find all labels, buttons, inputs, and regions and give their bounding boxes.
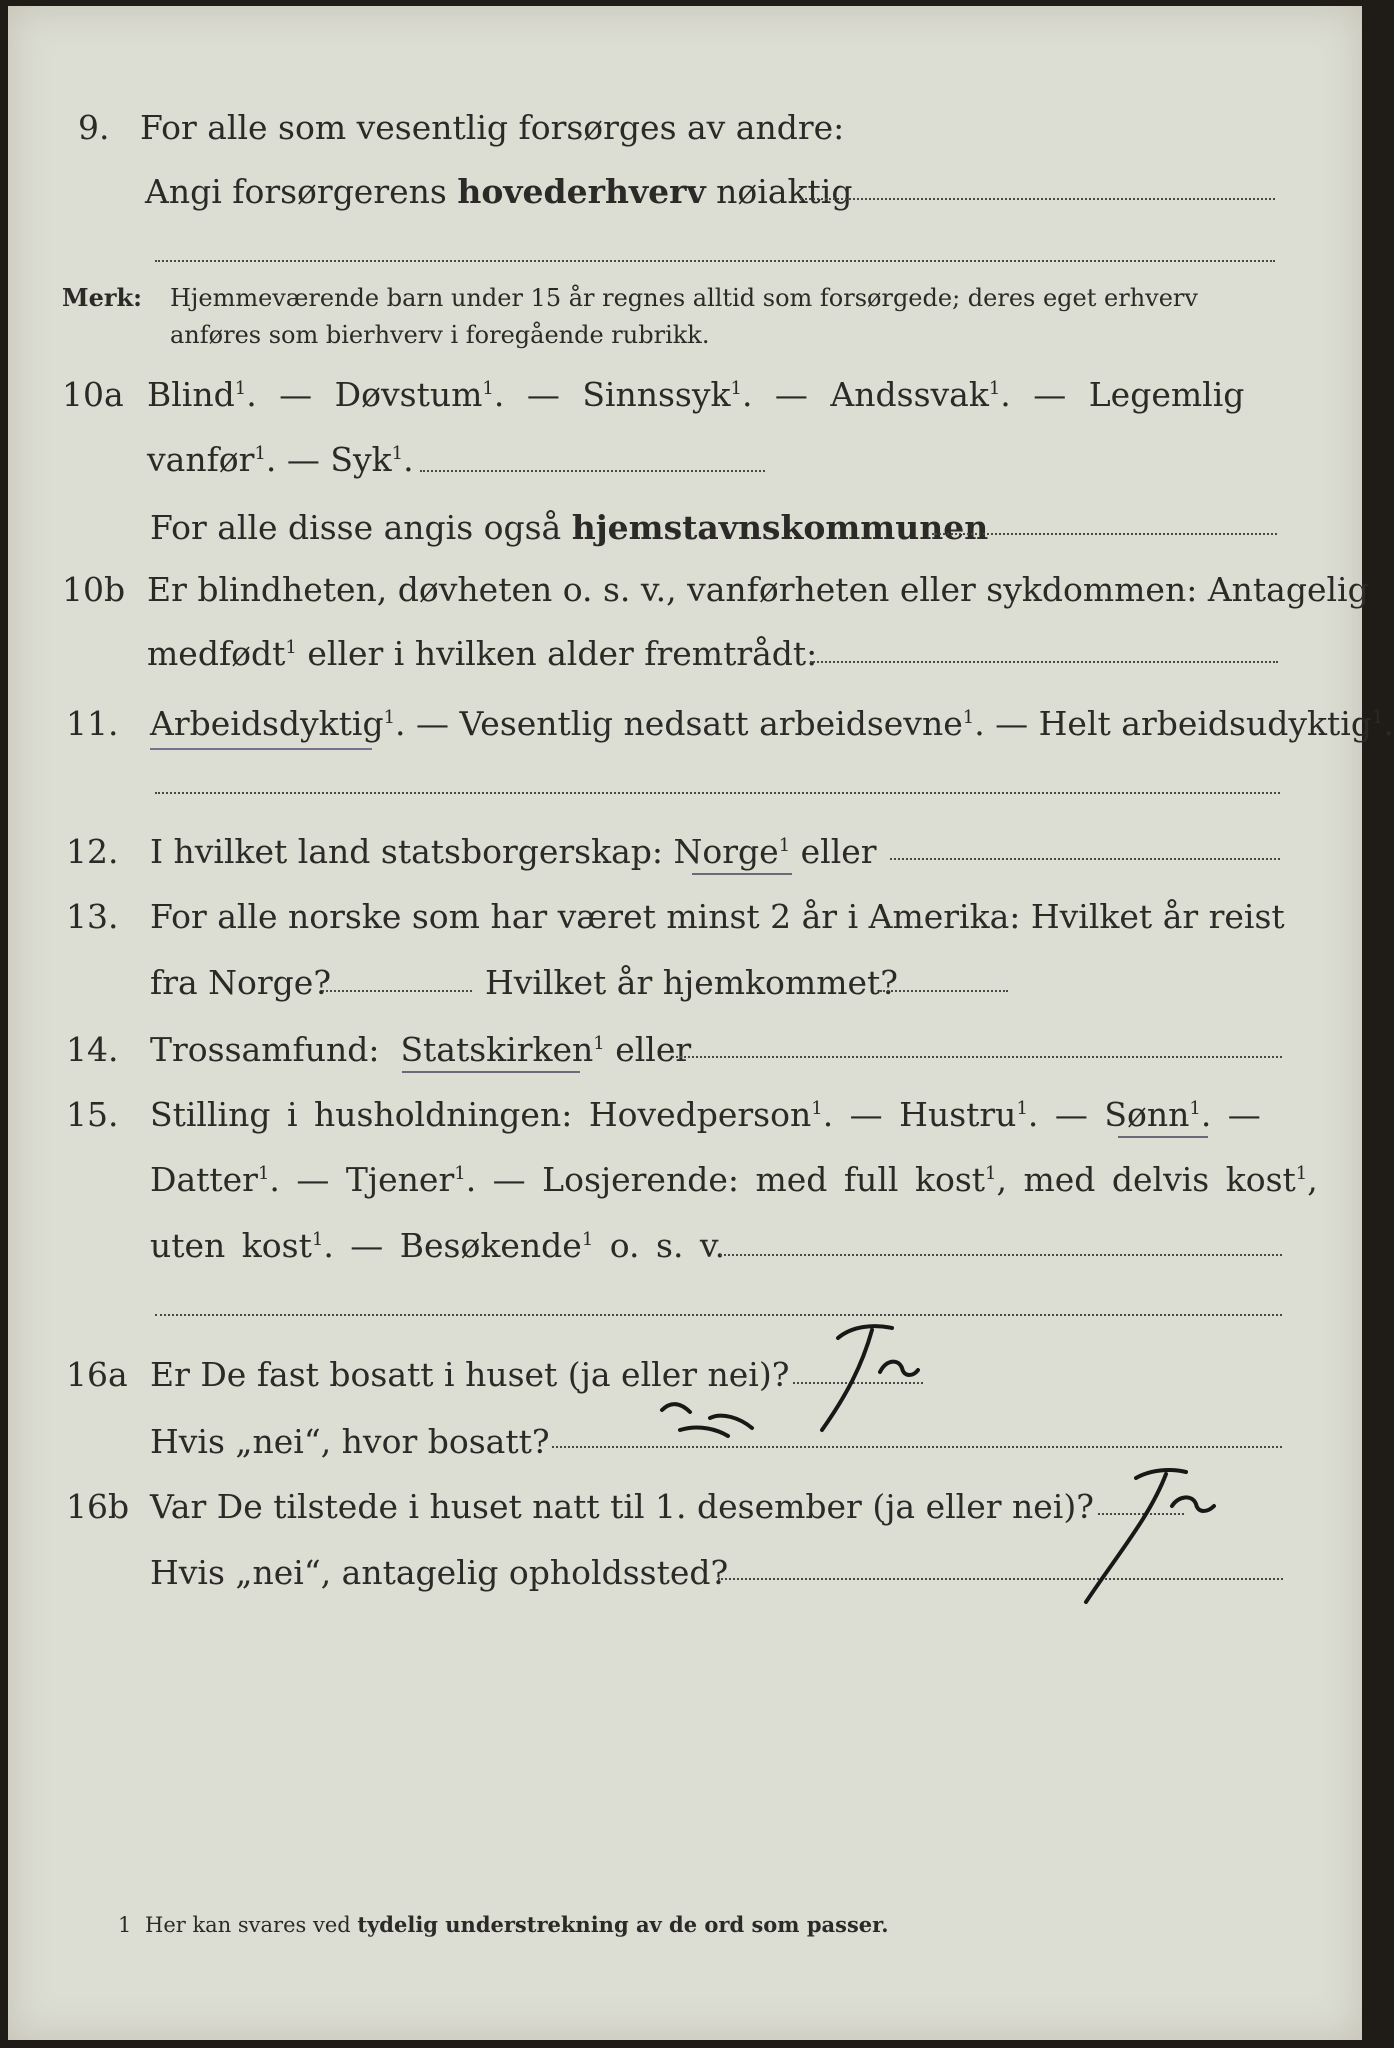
footnote-text: Her kan svares ved tydelig understrekning av de ord som passer. xyxy=(145,1912,889,1937)
q9-line1: For alle som vesentlig forsørges av andre: xyxy=(140,108,845,147)
footnote-mark: 1 xyxy=(118,1913,132,1937)
merk-line2: anføres som bierhverv i foregående rubrikk. xyxy=(170,321,710,349)
q12-number: 12. xyxy=(66,832,119,871)
q13-line2a: fra Norge? xyxy=(150,963,332,1002)
q13-line1: For alle norske som har været minst 2 år i Amerika: Hvilket år reist xyxy=(150,897,1285,936)
q13-line2b: Hvilket år hjemkommet? xyxy=(485,963,898,1002)
q16b-handwritten-ja xyxy=(1086,1470,1214,1602)
q16b-line2: Hvis „nei“, antagelig opholdssted? xyxy=(150,1553,729,1592)
q10a-line1: Blind$^1$. — Døvstum$^1$. — Sinnssyk$^1$. — Andssvak$^1$. — Legemlig xyxy=(147,375,1245,414)
q16b-line1: Var De tilstede i huset natt til 1. desember (ja eller nei)? xyxy=(150,1487,1094,1526)
q11-number: 11. xyxy=(66,704,119,743)
merk-label: Merk: xyxy=(62,283,142,312)
q10b-number: 10b xyxy=(62,570,126,609)
q9-number: 9. xyxy=(78,108,110,147)
q10a-number: 10a xyxy=(62,375,124,414)
q16a-line1: Er De fast bosatt i huset (ja eller nei)? xyxy=(150,1355,790,1394)
q16a-handwritten-ja xyxy=(822,1326,918,1430)
q9-line2: Angi forsørgerens hovederhverv nøiaktig xyxy=(145,172,853,211)
q16a-handwritten-dash xyxy=(662,1404,752,1436)
q15-line3: uten kost$^1$. — Besøkende$^1$ o. s. v. xyxy=(150,1226,726,1265)
q15-number: 15. xyxy=(66,1095,119,1134)
q14-number: 14. xyxy=(66,1030,119,1069)
q15-line1: Stilling i husholdningen: Hovedperson$^1$. — Hustru$^1$. — Sønn$^1$. — xyxy=(150,1095,1261,1134)
q13-number: 13. xyxy=(66,897,119,936)
merk-line1: Hjemmeværende barn under 15 år regnes alltid som forsørgede; deres eget erhverv xyxy=(170,284,1198,312)
q10b-line2: medfødt$^1$ eller i hvilken alder fremtrådt: xyxy=(147,634,818,673)
q12-line: I hvilket land statsborgerskap: Norge$^1$ eller xyxy=(150,832,877,871)
q14-line: Trossamfund: Statskirken$^1$ eller xyxy=(150,1030,692,1069)
q11-line: Arbeidsdyktig$^1$. — Vesentlig nedsatt arbeidsevne$^1$. — Helt arbeidsudyktig$^1$. xyxy=(150,704,1394,743)
q10a-line3: For alle disse angis også hjemstavnskommunen xyxy=(150,508,989,547)
q16a-line2: Hvis „nei“, hvor bosatt? xyxy=(150,1422,550,1461)
q16a-number: 16a xyxy=(66,1355,128,1394)
q10a-line2: vanfør$^1$. — Syk$^1$. xyxy=(147,440,414,479)
q16b-number: 16b xyxy=(66,1487,130,1526)
q15-line2: Datter$^1$. — Tjener$^1$. — Losjerende: med full kost$^1$, med delvis kost$^1$, xyxy=(150,1160,1318,1199)
q10b-line1: Er blindheten, døvheten o. s. v., vanførheten eller sykdommen: Antagelig xyxy=(147,570,1369,609)
